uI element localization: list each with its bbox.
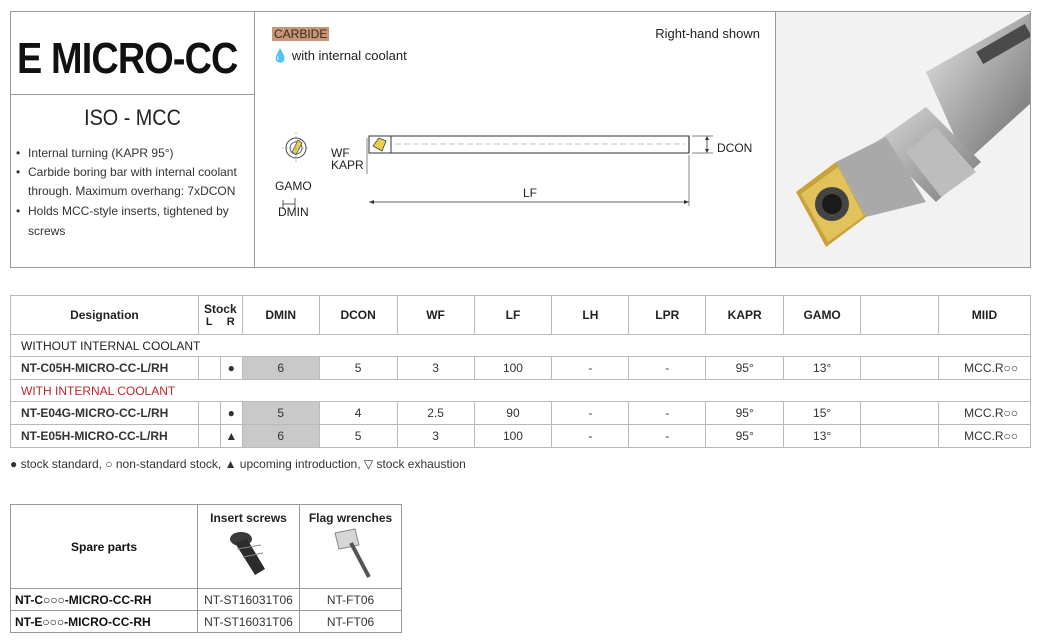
wf-cell: 2.5 xyxy=(397,402,474,425)
feature-item: • Internal turning (KAPR 95°) xyxy=(16,146,174,160)
section-with-coolant: WITH INTERNAL COOLANT xyxy=(11,380,1031,402)
flag-wrench-code: NT-FT06 xyxy=(300,589,402,611)
wf-cell: 3 xyxy=(397,425,474,448)
flag-wrenches-header: Flag wrenches xyxy=(300,505,402,589)
col-lh: LH xyxy=(552,296,629,335)
stock-l-cell xyxy=(198,402,220,425)
kapr-cell: 95° xyxy=(706,425,784,448)
dmin-cell: 6 xyxy=(242,425,319,448)
table-row xyxy=(11,357,1031,380)
stock-r-cell: ● xyxy=(220,357,242,380)
spare-part-name: NT-C○○○-MICRO-CC-RH xyxy=(11,589,198,611)
col-stock-r: R xyxy=(226,316,235,328)
product-table xyxy=(10,295,1031,448)
table-row xyxy=(11,611,402,633)
flag-wrench-code: NT-FT06 xyxy=(300,611,402,633)
col-kapr: KAPR xyxy=(706,296,784,335)
boring-bar-side-view xyxy=(367,136,713,206)
col-wf: WF xyxy=(397,296,474,335)
lf-cell: 90 xyxy=(474,402,552,425)
col-stock-l: L xyxy=(205,316,213,328)
miid-cell: MCC.R○○ xyxy=(938,425,1030,448)
tool-drawing xyxy=(255,12,775,267)
front-view-icon xyxy=(282,132,310,209)
product-photo xyxy=(775,11,1031,268)
kapr-label: KAPR xyxy=(331,158,364,172)
designation-cell: NT-E05H-MICRO-CC-L/RH xyxy=(11,425,199,448)
water-drop-icon: 💧 xyxy=(272,48,289,63)
dmin-cell: 5 xyxy=(242,402,319,425)
table-row xyxy=(11,589,402,611)
feature-item: • Holds MCC-style inserts, tightened by xyxy=(16,204,229,218)
stock-l-cell xyxy=(198,425,220,448)
lf-label: LF xyxy=(523,186,538,200)
gamo-cell: 13° xyxy=(784,357,861,380)
gamo-cell: 13° xyxy=(784,425,861,448)
col-blank xyxy=(861,296,939,335)
boring-bar-illustration xyxy=(776,12,1031,268)
col-designation: Designation xyxy=(11,296,199,335)
col-lf: LF xyxy=(474,296,552,335)
miid-cell: MCC.R○○ xyxy=(938,357,1030,380)
section-without-coolant: WITHOUT INTERNAL COOLANT xyxy=(11,335,1031,357)
wf-cell: 3 xyxy=(397,357,474,380)
dcon-cell: 4 xyxy=(319,402,397,425)
lpr-cell: - xyxy=(629,402,706,425)
iso-code: ISO - MCC xyxy=(84,105,181,130)
designation-cell: NT-E04G-MICRO-CC-L/RH xyxy=(11,402,199,425)
insert-screw-icon xyxy=(219,525,279,581)
col-dcon: DCON xyxy=(319,296,397,335)
lh-cell: - xyxy=(552,402,629,425)
col-stock: Stock L R xyxy=(198,296,242,335)
miid-cell: MCC.R○○ xyxy=(938,402,1030,425)
stock-l-cell xyxy=(198,357,220,380)
table-row xyxy=(11,425,1031,448)
spare-parts-table xyxy=(10,504,402,633)
lpr-cell: - xyxy=(629,425,706,448)
col-dmin: DMIN xyxy=(242,296,319,335)
insert-screw-code: NT-ST16031T06 xyxy=(198,611,300,633)
flag-wrench-icon xyxy=(321,525,381,581)
lh-cell: - xyxy=(552,357,629,380)
col-miid: MIID xyxy=(938,296,1030,335)
blank-cell xyxy=(861,425,939,448)
dimension-diagram xyxy=(254,11,776,268)
product-title: E MICRO-CC xyxy=(17,34,238,83)
table-row xyxy=(11,402,1031,425)
gamo-cell: 15° xyxy=(784,402,861,425)
blank-cell xyxy=(861,402,939,425)
carbide-badge: CARBIDE xyxy=(274,27,328,41)
dcon-cell: 5 xyxy=(319,357,397,380)
spare-parts-label: Spare parts xyxy=(11,505,198,589)
stock-r-cell: ▲ xyxy=(220,425,242,448)
kapr-cell: 95° xyxy=(706,357,784,380)
stock-legend: ● stock standard, ○ non-standard stock, ▲ upcoming introduction, ▽ stock exhaustion xyxy=(10,457,466,471)
feature-item-continued: through. Maximum overhang: 7xDCON xyxy=(28,184,236,198)
table-header-row xyxy=(11,296,1031,335)
gamo-label: GAMO xyxy=(275,179,312,193)
lf-cell: 100 xyxy=(474,357,552,380)
iso-panel xyxy=(10,94,255,139)
insert-screws-header: Insert screws xyxy=(198,505,300,589)
orientation-note: Right-hand shown xyxy=(655,26,760,41)
dcon-label: DCON xyxy=(717,141,753,155)
lpr-cell: - xyxy=(629,357,706,380)
feature-item-continued: screws xyxy=(28,224,66,238)
feature-item: • Carbide boring bar with internal coolant xyxy=(16,165,237,179)
col-lpr: LPR xyxy=(629,296,706,335)
spare-header-row xyxy=(11,505,402,589)
coolant-note: 💧 with internal coolant xyxy=(272,48,407,63)
insert-screw-code: NT-ST16031T06 xyxy=(198,589,300,611)
wf-label: WF xyxy=(331,146,350,160)
lh-cell: - xyxy=(552,425,629,448)
stock-r-cell: ● xyxy=(220,402,242,425)
title-panel xyxy=(10,11,255,95)
kapr-cell: 95° xyxy=(706,402,784,425)
col-gamo: GAMO xyxy=(784,296,861,335)
dmin-cell: 6 xyxy=(242,357,319,380)
blank-cell xyxy=(861,357,939,380)
spare-part-name: NT-E○○○-MICRO-CC-RH xyxy=(11,611,198,633)
dcon-cell: 5 xyxy=(319,425,397,448)
designation-cell: NT-C05H-MICRO-CC-L/RH xyxy=(11,357,199,380)
features-panel xyxy=(10,138,255,268)
lf-cell: 100 xyxy=(474,425,552,448)
dmin-label: DMIN xyxy=(278,205,309,219)
